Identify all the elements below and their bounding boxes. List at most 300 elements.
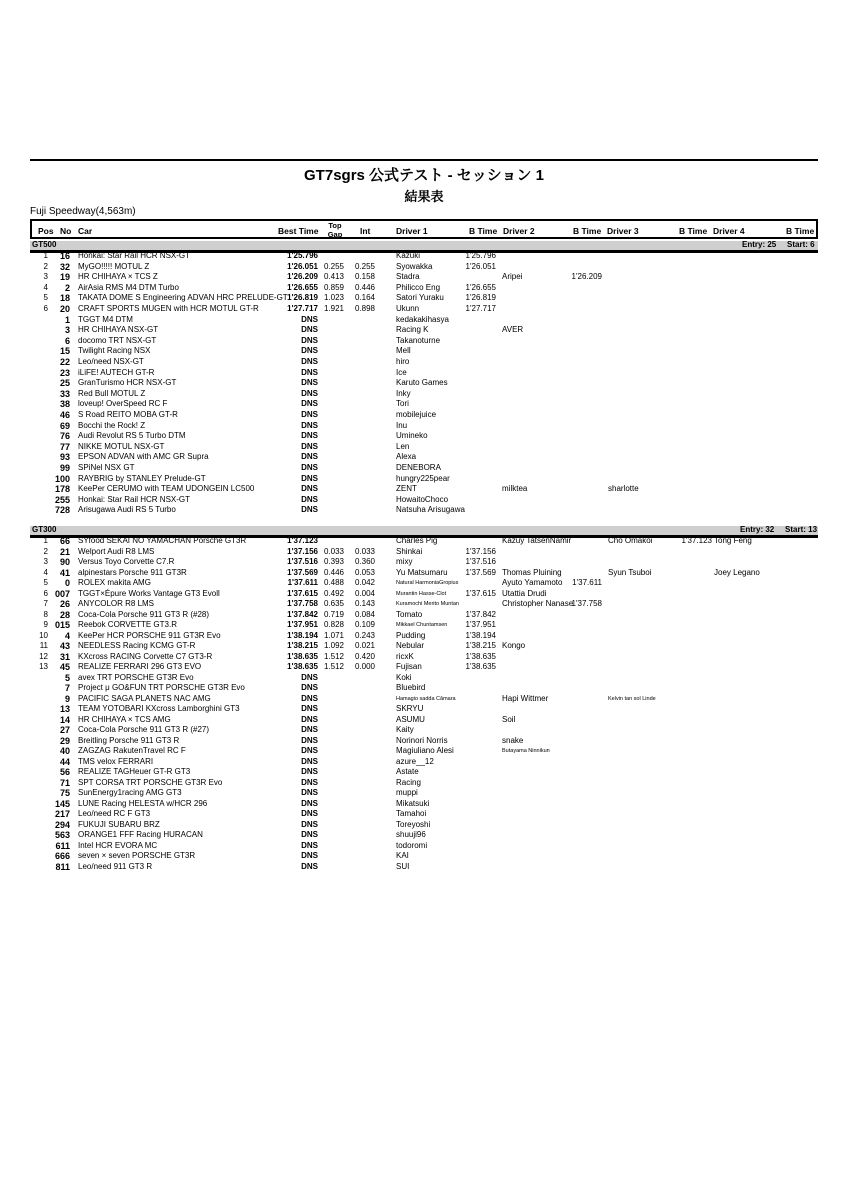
- driver-1: Pudding: [396, 630, 426, 640]
- driver-1: Magiuliano Alesi: [396, 746, 454, 755]
- pos-cell: 11: [39, 641, 48, 650]
- pos-cell: 5: [43, 293, 48, 303]
- car-name: ROLEX makita AMG: [78, 578, 151, 587]
- driver-2-best-time: 1'37.611: [572, 578, 602, 587]
- driver-1-best-time: 1'37.842: [465, 609, 496, 619]
- car-name: SPiNel NSX GT: [78, 463, 135, 472]
- car-name: CRAFT SPORTS MUGEN with HCR MOTUL GT-R: [78, 304, 259, 313]
- car-name: KeePer HCR PORSCHE 911 GT3R Evo: [78, 630, 221, 640]
- table-row: [30, 442, 818, 453]
- car-number: 66: [59, 536, 70, 546]
- driver-1: Astate: [396, 767, 419, 776]
- car-name: Leo/need NSX-GT: [78, 357, 144, 366]
- driver-1: Mikkael Chuntamsen: [396, 622, 448, 628]
- car-name: Welport Audi R8 LMS: [78, 546, 155, 556]
- table-row: [30, 631, 818, 642]
- top-gap: 0.488: [323, 578, 344, 587]
- driver-1: muppi: [396, 788, 418, 797]
- driver-3: Syun Tsuboi: [608, 567, 652, 577]
- car-number: 20: [59, 304, 70, 314]
- car-name: NIKKE MOTUL NSX-GT: [78, 441, 165, 451]
- driver-1: Ukunn: [396, 304, 420, 313]
- driver-1-best-time: 1'26.819: [465, 293, 496, 303]
- car-number: 31: [59, 651, 70, 662]
- car-number: 19: [59, 272, 70, 283]
- car-name: RAYBRIG by STANLEY Prelude-GT: [78, 473, 206, 483]
- header-driver3: Driver 3: [607, 226, 639, 236]
- top-gap: 1.092: [323, 641, 344, 650]
- car-name: KXcross RACING Corvette C7 GT3-R: [78, 651, 213, 661]
- gt300-entry-count: Entry: 32: [740, 525, 775, 534]
- car-number: 015: [54, 620, 70, 630]
- interval: 0.158: [354, 272, 375, 282]
- best-time: DNS: [301, 410, 318, 419]
- car-name: Breitling Porsche 911 GT3 R: [78, 735, 180, 745]
- car-number: 77: [59, 441, 70, 452]
- best-time: DNS: [301, 851, 318, 860]
- driver-1: kedakakihasya: [396, 314, 449, 324]
- best-time: DNS: [301, 788, 318, 797]
- car-number: 4: [64, 630, 70, 641]
- driver-1: Stadra: [396, 272, 420, 282]
- best-time: DNS: [301, 367, 318, 377]
- table-row: [30, 431, 818, 442]
- car-name: AirAsia RMS M4 DTM Turbo: [78, 282, 179, 292]
- best-time: 1'37.516: [287, 557, 318, 566]
- table-row: [30, 368, 818, 379]
- best-time: 1'37.951: [287, 620, 318, 629]
- driver-1: Shinkai: [396, 546, 423, 556]
- header-btime4: B Time: [786, 226, 815, 236]
- driver-2: Aripei: [502, 272, 523, 282]
- car-name: HR CHIHAYA × TCS Z: [78, 272, 158, 282]
- best-time: DNS: [301, 399, 318, 409]
- car-number: 93: [59, 452, 70, 463]
- driver-2: milktea: [502, 484, 528, 494]
- best-time: DNS: [301, 798, 318, 808]
- driver-1-best-time: 1'38.194: [465, 630, 496, 640]
- driver-3: Cho Omakoi: [608, 536, 653, 545]
- top-gap: 0.255: [323, 261, 344, 271]
- interval: 0.053: [354, 567, 375, 577]
- car-name: ZAGZAG RakutenTravel RC F: [78, 746, 186, 755]
- driver-2: Kazuy TatsenNamir: [502, 536, 572, 545]
- car-name: MyGO!!!!! MOTUL Z: [78, 261, 150, 271]
- driver-1: Natural HarmoniaGropius: [396, 580, 459, 586]
- table-row: [30, 568, 818, 579]
- car-number: 18: [59, 293, 70, 304]
- interval: 0.360: [354, 557, 375, 566]
- driver-1: SUI: [396, 861, 410, 871]
- driver-1: Charles Pig: [396, 536, 438, 545]
- best-time: DNS: [301, 767, 318, 776]
- driver-1: Syowakka: [396, 261, 433, 271]
- driver-1: Mell: [396, 346, 411, 356]
- best-time: DNS: [301, 840, 318, 850]
- car-number: 666: [54, 851, 70, 861]
- best-time: DNS: [301, 746, 318, 755]
- interval: 0.033: [354, 546, 375, 556]
- car-name: TMS velox FERRARI: [78, 756, 154, 766]
- car-number: 16: [59, 251, 70, 261]
- table-row: [30, 757, 818, 768]
- gt500-class-label: GT500: [32, 240, 57, 249]
- car-name: Leo/need RC F GT3: [78, 809, 151, 818]
- driver-3-best-time: 1'37.123: [681, 536, 712, 545]
- car-number: 22: [59, 357, 70, 367]
- car-number: 41: [59, 567, 70, 578]
- driver-2: Soil: [502, 714, 516, 724]
- car-name: REALIZE TAGHeuer GT-R GT3: [78, 767, 191, 776]
- interval: 0.000: [354, 662, 375, 671]
- car-number: 26: [59, 599, 70, 609]
- best-time: DNS: [301, 494, 318, 504]
- best-time: DNS: [301, 809, 318, 818]
- car-name: Honkai: Star Rail HCR NSX-GT: [78, 251, 191, 260]
- best-time: DNS: [301, 378, 318, 388]
- driver-1: Murantin Hasse-Clot: [396, 590, 447, 597]
- driver-1-best-time: 1'26.051: [465, 261, 496, 271]
- car-number: 25: [59, 378, 70, 389]
- table-row: [30, 767, 818, 778]
- pos-cell: 13: [39, 662, 48, 671]
- interval: 0.898: [354, 304, 375, 313]
- best-time: 1'37.156: [287, 546, 318, 556]
- driver-2: snake: [502, 735, 524, 745]
- table-row: [30, 589, 818, 600]
- driver-1: Inu: [396, 420, 408, 430]
- driver-1: Alexa: [396, 452, 417, 462]
- car-number: 007: [54, 588, 70, 599]
- driver-1: todoromi: [396, 840, 428, 850]
- car-name: EPSON ADVAN with AMC GR Supra: [78, 452, 209, 462]
- gt300-start-count: Start: 13: [785, 525, 818, 534]
- driver-1: shuuji96: [396, 830, 426, 839]
- best-time: DNS: [301, 314, 318, 324]
- page-title: GT7sgrs 公式テスト - セッション 1: [304, 167, 544, 184]
- page-subtitle: 結果表: [404, 189, 444, 204]
- pos-cell: 2: [43, 546, 48, 556]
- driver-1: azure__12: [396, 756, 434, 766]
- interval: 0.109: [354, 620, 375, 629]
- car-name: TGGT M4 DTM: [78, 314, 133, 324]
- interval: 0.255: [354, 261, 375, 271]
- table-row: [30, 610, 818, 621]
- best-time: DNS: [301, 431, 318, 441]
- table-row: [30, 694, 818, 705]
- driver-1-best-time: 1'38.635: [465, 662, 496, 671]
- gt500-class-bar: [30, 241, 818, 250]
- driver-1: Len: [396, 441, 410, 451]
- car-name: GranTurismo HCR NSX-GT: [78, 378, 177, 388]
- car-number: 178: [54, 484, 70, 495]
- table-row: [30, 357, 818, 368]
- car-number: 90: [59, 557, 70, 567]
- car-number: 728: [54, 505, 70, 516]
- car-name: alpinestars Porsche 911 GT3R: [78, 567, 187, 577]
- driver-1: mixy: [396, 557, 413, 566]
- car-number: 29: [59, 735, 70, 746]
- header-btime2: B Time: [573, 226, 602, 236]
- car-name: Audi Revolut RS 5 Turbo DTM: [78, 431, 186, 441]
- car-number: 46: [59, 410, 70, 420]
- car-name: S Road REITO MOBA GT-R: [78, 410, 178, 419]
- car-number: 3: [64, 325, 70, 336]
- driver-1: Mikatsuki: [396, 798, 430, 808]
- header-driver2: Driver 2: [503, 226, 535, 236]
- car-number: 217: [54, 809, 70, 819]
- driver-2: Christopher Nanase: [502, 599, 574, 608]
- car-name: Twilight Racing NSX: [78, 346, 151, 356]
- best-time: DNS: [301, 735, 318, 745]
- car-number: 71: [59, 777, 70, 788]
- driver-1-best-time: 1'37.516: [465, 557, 496, 566]
- driver-1: hiro: [396, 357, 410, 366]
- best-time: DNS: [301, 357, 318, 366]
- car-number: 44: [59, 756, 70, 767]
- car-number: 2: [64, 282, 70, 293]
- driver-1: KAI: [396, 851, 409, 860]
- pos-cell: 2: [43, 261, 48, 271]
- car-number: 38: [59, 399, 70, 410]
- car-name: TAKATA DOME S Engineering ADVAN HRC PRELUDE-GT: [78, 293, 288, 303]
- gt500-start-count: Start: 6: [787, 240, 815, 249]
- table-row: [30, 736, 818, 747]
- table-row: [30, 421, 818, 432]
- car-name: SunEnergy1racing AMG GT3: [78, 788, 182, 797]
- table-row: [30, 662, 818, 673]
- driver-1-best-time: 1'37.951: [465, 620, 496, 629]
- best-time: 1'38.194: [287, 630, 318, 640]
- car-number: 32: [59, 261, 70, 272]
- table-row: [30, 547, 818, 558]
- best-time: DNS: [301, 325, 318, 335]
- car-name: TGGT×Épure Works Vantage GT3 Evoll: [78, 588, 220, 598]
- top-gap: 0.719: [323, 609, 344, 619]
- driver-1: mobilejuice: [396, 410, 437, 419]
- best-time: 1'37.611: [287, 578, 318, 587]
- top-gap: 0.446: [323, 567, 344, 577]
- best-time: 1'25.796: [287, 251, 318, 260]
- table-row: [30, 830, 818, 841]
- pos-cell: 1: [43, 251, 48, 260]
- interval: 0.042: [354, 578, 375, 587]
- car-name: loveup! OverSpeed RC F: [78, 399, 168, 409]
- driver-1-best-time: 1'37.156: [465, 546, 496, 556]
- driver-1-best-time: 1'25.796: [465, 251, 496, 260]
- car-number: 1: [64, 314, 70, 325]
- top-gap: 0.859: [323, 282, 344, 292]
- table-row: [30, 272, 818, 283]
- top-gap: 1.921: [323, 304, 344, 313]
- pos-cell: 8: [43, 609, 48, 619]
- table-row: [30, 378, 818, 389]
- header-btime3: B Time: [679, 226, 708, 236]
- driver-1: ZENT: [396, 484, 417, 494]
- car-number: 255: [54, 494, 70, 505]
- car-name: REALIZE FERRARI 296 GT3 EVO: [78, 662, 202, 671]
- best-time: 1'27.717: [287, 304, 318, 313]
- best-time: 1'38.635: [287, 651, 318, 661]
- table-row: [30, 778, 818, 789]
- driver-1: Natsuha Arisugawa: [396, 505, 465, 515]
- table-row: [30, 641, 818, 652]
- driver-1: ASUMU: [396, 714, 425, 724]
- best-time: DNS: [301, 473, 318, 483]
- best-time: DNS: [301, 335, 318, 345]
- table-row: [30, 536, 818, 547]
- driver-2: Utattia Drudi: [502, 588, 547, 598]
- column-header-bar: [30, 219, 818, 239]
- table-row: [30, 788, 818, 799]
- best-time: DNS: [301, 819, 318, 829]
- best-time: DNS: [301, 484, 318, 494]
- pos-cell: 6: [43, 588, 48, 598]
- car-name: SPT CORSA TRT PORSCHE GT3R Evo: [78, 777, 223, 787]
- driver-2: Kongo: [502, 641, 526, 650]
- car-name: ORANGE1 FFF Racing HURACAN: [78, 830, 203, 839]
- driver-1: Tori: [396, 399, 409, 409]
- driver-1: Yu Matsumaru: [396, 567, 448, 577]
- driver-1: Toreyoshi: [396, 819, 431, 829]
- driver-1: Takanoturne: [396, 335, 441, 345]
- table-row: [30, 283, 818, 294]
- top-gap: 0.033: [323, 546, 344, 556]
- table-row: [30, 683, 818, 694]
- car-number: 15: [59, 346, 70, 357]
- table-row: [30, 304, 818, 315]
- top-gap: 0.635: [323, 599, 344, 608]
- car-number: 6: [64, 335, 70, 346]
- driver-1: Tomato: [396, 609, 423, 619]
- car-name: Leo/need 911 GT3 R: [78, 861, 153, 871]
- best-time: 1'37.569: [287, 567, 318, 577]
- table-row: [30, 841, 818, 852]
- best-time: DNS: [301, 505, 318, 515]
- car-name: Red Bull MOTUL Z: [78, 388, 146, 398]
- best-time: 1'37.615: [287, 588, 318, 598]
- best-time: DNS: [301, 704, 318, 713]
- best-time: DNS: [301, 388, 318, 398]
- car-number: 23: [59, 367, 70, 378]
- pos-cell: 10: [39, 630, 48, 640]
- header-int: Int: [360, 226, 371, 236]
- car-number: 99: [59, 463, 70, 473]
- table-row: [30, 346, 818, 357]
- pos-cell: 4: [43, 567, 48, 577]
- driver-1: hungry225pear: [396, 473, 450, 483]
- car-name: Intel HCR EVORA MC: [78, 840, 158, 850]
- car-number: 56: [59, 767, 70, 777]
- car-number: 21: [59, 546, 70, 557]
- car-name: KeePer CERUMO with TEAM UDONGEIN LC500: [78, 484, 255, 494]
- driver-1: Fujisan: [396, 662, 422, 671]
- driver-1: Satori Yuraku: [396, 293, 444, 303]
- car-name: FUKUJI SUBARU BRZ: [78, 819, 160, 829]
- car-name: HR CHIHAYA × TCS AMG: [78, 714, 171, 724]
- driver-1: ricxK: [396, 651, 414, 661]
- table-row: [30, 557, 818, 568]
- table-row: [30, 578, 818, 589]
- car-name: ANYCOLOR R8 LMS: [78, 599, 155, 608]
- driver-1-best-time: 1'38.215: [465, 641, 496, 650]
- car-name: Coca-Cola Porsche 911 GT3 R (#27): [78, 725, 210, 734]
- driver-1: Racing K: [396, 325, 429, 335]
- car-number: 14: [59, 714, 70, 725]
- interval: 0.021: [354, 641, 375, 650]
- driver-1: Ice: [396, 367, 407, 377]
- table-row: [30, 809, 818, 820]
- car-number: 811: [55, 861, 70, 872]
- gt300-class-label: GT300: [32, 525, 57, 534]
- driver-1: Kaity: [396, 725, 414, 734]
- driver-1-best-time: 1'37.615: [465, 588, 496, 598]
- header-driver4: Driver 4: [713, 226, 745, 236]
- driver-1-best-time: 1'26.655: [465, 282, 496, 292]
- best-time: DNS: [301, 346, 318, 356]
- driver-1: Norinori Norris: [396, 735, 448, 745]
- interval: 0.446: [354, 282, 375, 292]
- pos-cell: 4: [43, 282, 48, 292]
- car-number: 28: [59, 609, 70, 620]
- interval: 0.243: [354, 630, 375, 640]
- car-name: NEEDLESS Racing KCMG GT-R: [78, 641, 196, 650]
- table-row: [30, 463, 818, 474]
- driver-1: SKRYU: [396, 704, 424, 713]
- table-row: [30, 389, 818, 400]
- driver-3: Kelvin tan sol Linde: [608, 695, 656, 702]
- car-name: PACIFIC SAGA PLANETS NAC AMG: [78, 693, 211, 703]
- top-gap: 1.071: [323, 630, 344, 640]
- interval: 0.143: [354, 599, 375, 608]
- table-row: [30, 620, 818, 631]
- driver-1: Kazuki: [396, 251, 421, 260]
- table-row: [30, 495, 818, 506]
- best-time: DNS: [301, 441, 318, 451]
- pos-cell: 5: [43, 578, 48, 587]
- car-number: 294: [54, 819, 70, 830]
- car-number: 5: [64, 672, 70, 683]
- car-name: TEAM YOTOBARI KXcross Lamborghini GT3: [78, 704, 240, 713]
- driver-1-best-time: 1'38.635: [465, 651, 496, 661]
- best-time: DNS: [301, 714, 318, 724]
- interval: 0.164: [354, 293, 375, 303]
- best-time: 1'37.123: [287, 536, 318, 545]
- driver-1: Bluebird: [396, 683, 426, 692]
- car-name: Coca-Cola Porsche 911 GT3 R (#28): [78, 609, 210, 619]
- car-name: Arisugawa Audi RS 5 Turbo: [78, 505, 176, 515]
- table-row: [30, 262, 818, 273]
- interval: 0.420: [354, 651, 375, 661]
- header-pos: Pos: [38, 226, 54, 236]
- table-row: [30, 746, 818, 757]
- table-row: [30, 484, 818, 495]
- driver-4: Tong Feng: [714, 536, 752, 545]
- table-row: [30, 820, 818, 831]
- car-name: SYfood SEKAI NO YAMACHAN Porsche GT3R: [78, 536, 247, 545]
- best-time: DNS: [301, 861, 318, 871]
- table-row: [30, 474, 818, 485]
- car-name: Versus Toyo Corvette C7.R: [78, 557, 175, 566]
- car-name: Reebok CORVETTE GT3.R: [78, 620, 177, 629]
- table-row: [30, 410, 818, 421]
- top-gap: 1.512: [323, 662, 344, 671]
- header-top-gap: Top Gap: [327, 221, 343, 239]
- driver-1: Karuto Games: [396, 378, 448, 388]
- car-number: 45: [59, 662, 70, 672]
- driver-1: Umineko: [396, 431, 428, 441]
- driver-2: Butayama Ninnikun: [502, 748, 550, 754]
